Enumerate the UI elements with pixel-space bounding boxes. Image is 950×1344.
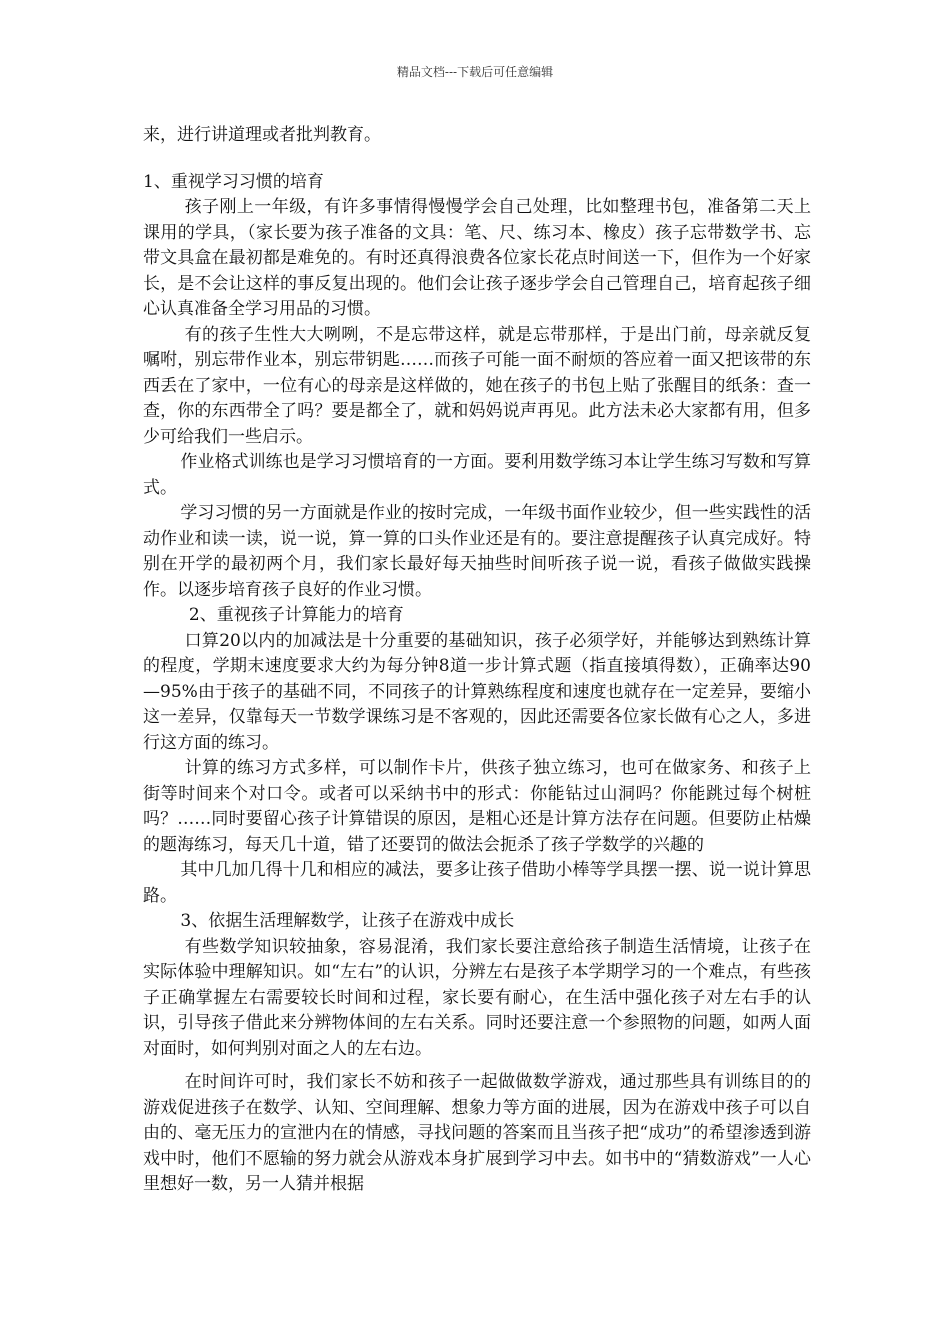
- section-heading-1: 1、重视学习习惯的培育: [143, 171, 324, 192]
- paragraph-4: 学习习惯的另一方面就是作业的按时完成，一年级书面作业较少，但一些实践性的活动作业和读一读，说一说，算一算的口头作业还是有的。要注意提醒孩子认真完成好。特别在开学的最初两个月，我们家长最好每天抽些时间听孩子说一说，看孩子做做实践操作。以逐步培育孩子良好的作业习惯。: [143, 503, 811, 600]
- paragraph-6: 计算的练习方式多样，可以制作卡片，供孩子独立练习，也可在做家务、和孩子上街等时间来个对口令。或者可以采纳书中的形式：你能钻过山洞吗？你能跳过每个树桩吗？……同时要留心孩子计算错误的原因，是粗心还是计算方法存在问题。但要防止枯燥的题海练习，每天几十道，错了还要罚的做法会扼杀了孩子学数学的兴趣的: [143, 758, 811, 855]
- page-header: 精品文档---下载后可任意编辑: [396, 65, 554, 79]
- paragraph-2: 有的孩子生性大大咧咧，不是忘带这样，就是忘带那样，于是出门前，母亲就反复嘱咐，别忘带作业本，别忘带钥匙……而孩子可能一面不耐烦的答应着一面又把该带的东西丢在了家中，一位有心的母亲是这样做的，她在孩子的书包上贴了张醒目的纸条：查一查，你的东西带全了吗？要是都全了，就和妈妈说声再见。此方法未必大家都有用，但多少可给我们一些启示。: [143, 324, 811, 447]
- paragraph-8: 有些数学知识较抽象，容易混淆，我们家长要注意给孩子制造生活情境，让孩子在实际体验中理解知识。如“左右”的认识，分辨左右是孩子本学期学习的一个难点，有些孩子正确掌握左右需要较长时间和过程，家长要有耐心，在生活中强化孩子对左右手的认识，引导孩子借此来分辨物体间的左右关系。同时还要注意一个参照物的问题，如两人面对面时，如何判别对面之人的左右边。: [143, 936, 811, 1059]
- paragraph-5: 口算20以内的加减法是十分重要的基础知识，孩子必须学好，并能够达到熟练计算的程度，学期末速度要求大约为每分钟8道一步计算式题（指直接填得数），正确率达90—95%由于孩子的基础不同，不同孩子的计算熟练程度和速度也就存在一定差异，要缩小这一差异，仅靠每天一节数学课练习是不客观的，因此还需要各位家长做有心之人，多进行这方面的练习。: [143, 630, 811, 753]
- paragraph-9: 在时间许可时，我们家长不妨和孩子一起做做数学游戏，通过那些具有训练目的的游戏促进孩子在数学、认知、空间理解、想象力等方面的进展，因为在游戏中孩子可以自由的、毫无压力的宣泄内在的情感，寻找问题的答案而且当孩子把“成功”的希望渗透到游戏中时，他们不愿输的努力就会从游戏本身扩展到学习中去。如书中的“猜数游戏”一人心里想好一数，另一人猜并根据: [143, 1072, 811, 1194]
- paragraph-7: 其中几加几得十几和相应的减法，要多让孩子借助小棒等学具摆一摆、说一说计算思路。: [143, 860, 811, 906]
- paragraph-3: 作业格式训练也是学习习惯培育的一方面。要利用数学练习本让学生练习写数和写算式。: [143, 452, 811, 498]
- opening-line: 来，进行讲道理或者批判教育。: [143, 125, 381, 145]
- paragraph-1: 孩子刚上一年级，有许多事情得慢慢学会自己处理，比如整理书包，准备第二天上课用的学具，（家长要为孩子准备的文具：笔、尺、练习本、橡皮）孩子忘带数学书、忘带文具盒在最初都是难免的。有时还真得浪费各位家长花点时间送一下，但作为一个好家长，是不会让这样的事反复出现的。他们会让孩子逐步学会自己管理自己，培育起孩子细心认真准备全学习用品的习惯。: [143, 197, 811, 319]
- section-heading-3: 3、依据生活理解数学，让孩子在游戏中成长: [180, 911, 515, 931]
- document-body: [143, 123, 811, 1198]
- section-heading-2: 2、重视孩子计算能力的培育: [188, 605, 404, 625]
